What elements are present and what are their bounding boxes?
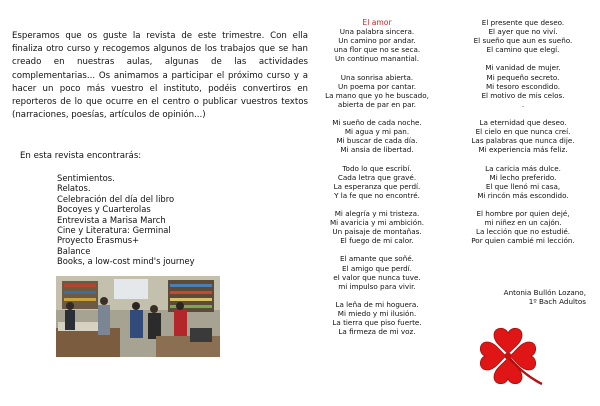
poem-line: Mi lecho preferido. bbox=[489, 172, 557, 182]
poem-stanza bbox=[455, 63, 591, 108]
poem-title: El amor bbox=[362, 18, 392, 27]
poem-line: La caricia más dulce. bbox=[485, 163, 561, 173]
poem-line: mi impulso para vivir. bbox=[338, 281, 416, 291]
poem-stanza bbox=[309, 254, 445, 290]
poem-stanza bbox=[455, 164, 591, 200]
contents-item: Celebración del día del libro bbox=[57, 193, 175, 204]
intro-paragraph: Esperamos que os guste la revista de este trimestre. Con ella finaliza otro curso y recogemos algunos de los trabajos que se han creado en nuestras aulas, algunas de las actividades complementarias... Os animamos a participar el próximo curso y a hacer un poco más vuestro el instituto, podéis convertiros en reporteros de lo que ocurre en el centro o publicar vuestros textos (narraciones, poesías, artículos de opinión...) bbox=[12, 31, 308, 121]
poem-line: La mano que yo he buscado, bbox=[325, 90, 429, 100]
poem-line: Cada letra que gravé. bbox=[337, 172, 417, 182]
contents-list bbox=[57, 173, 195, 267]
contents-item: Entrevista a Marisa March bbox=[57, 214, 166, 225]
poem-column-1 bbox=[309, 18, 445, 345]
contents-item: Sentimientos. bbox=[57, 173, 115, 183]
poem-line: Las palabras que nunca dije. bbox=[471, 136, 575, 146]
poem-line: El camino que elegí. bbox=[486, 45, 560, 55]
poem-line: El amigo que perdí. bbox=[342, 263, 412, 273]
poem-line: el valor que nunca tuve. bbox=[333, 272, 421, 282]
poem-line: El que llenó mi casa, bbox=[485, 181, 561, 191]
poem-line: abierta de par en par. bbox=[337, 99, 417, 109]
poem-stanza bbox=[309, 164, 445, 200]
poem-line: Mi avaricia y mi ambición. bbox=[329, 218, 425, 228]
poem-line: Mi rincón más escondido. bbox=[477, 190, 569, 200]
author-class: 1º Bach Adultos bbox=[528, 297, 586, 307]
poem-line: Un camino por andar. bbox=[338, 36, 416, 46]
poem-stanza bbox=[309, 73, 445, 109]
poem-line: . bbox=[521, 99, 525, 109]
poem-line: Mi miedo y mi ilusión. bbox=[337, 309, 417, 318]
poem-line: La tierra que piso fuerte. bbox=[332, 318, 422, 328]
poem-line: Mi sueño de cada noche. bbox=[332, 118, 422, 128]
contents-heading: En esta revista encontrarás: bbox=[20, 151, 142, 161]
poem-line: Mi experiencia más feliz. bbox=[478, 145, 568, 155]
poem-line: La lección que no estudié. bbox=[475, 227, 571, 237]
poem-stanza bbox=[455, 118, 591, 154]
poem-line: El sueño que aun es sueño. bbox=[473, 36, 573, 46]
author-name: Antonia Bullón Lozano, bbox=[503, 288, 586, 297]
poem-line: El ayer que no viví. bbox=[488, 27, 558, 37]
four-heart-clover-icon bbox=[456, 316, 566, 388]
poem-stanza bbox=[455, 209, 591, 245]
poem-line: Un continuo manantial. bbox=[334, 54, 420, 64]
poem-line: Un poema por cantar. bbox=[337, 81, 417, 91]
poem-line: Mi agua y mi pan. bbox=[344, 127, 410, 137]
poem-line: El cielo en que nunca creí. bbox=[475, 127, 571, 137]
poem-line: Un paisaje de montañas. bbox=[332, 227, 422, 237]
poem-column-2 bbox=[455, 18, 591, 254]
poem-line: Una palabra sincera. bbox=[339, 27, 415, 37]
poem-line: El motivo de mis celos. bbox=[481, 90, 565, 100]
poem-line: Mi vanidad de mujer. bbox=[485, 63, 561, 73]
poem-line: El fuego de mi calor. bbox=[340, 236, 414, 246]
poem-stanza bbox=[309, 118, 445, 154]
poem-line: Mi ansia de libertad. bbox=[340, 145, 414, 155]
poem-line: mi niñez en un cajón. bbox=[484, 218, 562, 228]
poem-line: Mi tesoro escondido. bbox=[485, 81, 561, 91]
poem-line: Todo lo que escribí. bbox=[342, 163, 412, 173]
poem-line: una flor que no se seca. bbox=[333, 45, 421, 55]
poem-line: Por quien cambié mi lección. bbox=[471, 236, 575, 246]
contents-item: Bocoyes y Cuarterolas bbox=[57, 204, 151, 215]
poem-line: El hombre por quien dejé, bbox=[476, 208, 570, 218]
poem-stanza bbox=[309, 300, 445, 336]
poem-author bbox=[455, 288, 586, 306]
poem-line: El amante que soñé. bbox=[340, 254, 414, 264]
poem-line: Una sonrisa abierta. bbox=[340, 72, 414, 82]
contents-item: Proyecto Erasmus+ bbox=[57, 235, 140, 246]
poem-line: La eternidad que deseo. bbox=[479, 118, 567, 128]
poem-stanza bbox=[309, 27, 445, 63]
contents-item: Relatos. bbox=[57, 183, 91, 194]
poem-line: La leña de mi hoguera. bbox=[335, 299, 419, 309]
contents-item: Books, a low-cost mind's journey bbox=[57, 256, 195, 267]
library-photo bbox=[56, 276, 220, 357]
poem-stanza bbox=[309, 209, 445, 245]
poem-line: La esperanza que perdí. bbox=[333, 181, 421, 191]
poem-line: El presente que deseo. bbox=[481, 18, 565, 27]
library-scene bbox=[56, 276, 220, 357]
contents-item: Cine y Literatura: Germinal bbox=[57, 225, 171, 236]
poem-line: La firmeza de mi voz. bbox=[338, 327, 416, 337]
poem-line: Y la fe que no encontré. bbox=[334, 190, 420, 200]
poem-stanza bbox=[455, 18, 591, 54]
poem-line: Mi pequeño secreto. bbox=[486, 72, 560, 82]
poem-line: Mi alegría y mi tristeza. bbox=[334, 208, 420, 218]
contents-item: Balance bbox=[57, 245, 91, 256]
poem-line: Mi buscar de cada día. bbox=[336, 136, 418, 146]
